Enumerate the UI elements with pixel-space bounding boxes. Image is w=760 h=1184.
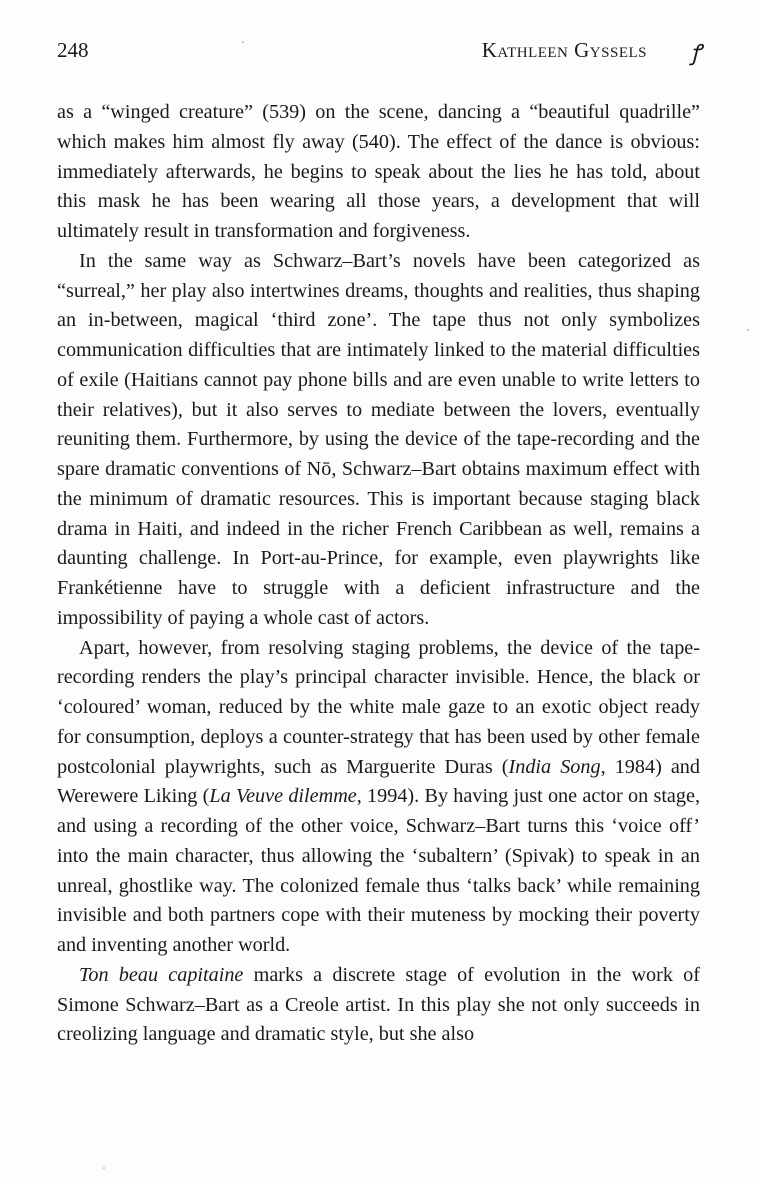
text-run: marks a discrete stage of evolution in the work of Simone Schwarz–Bart as a Creole artist. In this play she not only succeeds in creolizing language and dramatic style, but she also	[57, 963, 700, 1046]
scan-speck	[747, 329, 749, 331]
text-run: Apart, however, from resolving staging problems, the device of the tape-recording renders the play’s principal character invisible. Hence, the black or ‘coloured’ woman, reduced by the white male gaze to an exotic object ready for consumption, deploys a counter-strategy that has been used by other female postcolonial playwrights, such as Marguerite Duras (	[57, 636, 700, 778]
italic-title: Ton beau capitaine	[79, 963, 244, 986]
text-run: In the same way as Schwarz–Bart’s novels have been categorized as “surreal,” her play also intertwines dreams, thoughts and realities, thus shaping an in-between, magical ‘third zone’. The tape thus not only symbolizes communication difficulties that are intimately linked to the material difficulties of exile (Haitians cannot pay phone bills and are even unable to write letters to their relatives), but it also serves to mediate between the lovers, eventually reuniting them. Furthermore, by using the device of the tape-recording and the spare dramatic conventions of Nō, Schwarz–Bart obtains maximum effect with the minimum of dramatic resources. This is important because staging black drama in Haiti, and indeed in the richer French Caribbean as well, remains a daunting challenge. In Port-au-Prince, for example, even playwrights like Frankétienne have to struggle with a deficient infrastructure and the impossibility of paying a whole cast of actors.	[57, 249, 700, 629]
text-run: , 1984) and Werewere Liking (	[57, 755, 700, 808]
text-run: as a “winged creature” (539) on the scene, dancing a “beautiful quadrille” which makes him almost fly away (540). The effect of the dance is obvious: immediately afterwards, he begins to speak about the lies he has told, about this mask he has been wearing all those years, a development that will ultimately result in transformation and forgiveness.	[57, 101, 700, 242]
scan-speck	[242, 41, 244, 43]
italic-title: India Song	[508, 755, 601, 778]
scan-speck	[103, 1167, 105, 1169]
text-run: , 1994). By having just one actor on stage, and using a recording of the other voice, Schwarz–Bart turns this ‘voice off’ into the main character, thus allowing the ‘subaltern’ (Spivak) to speak in an unreal, ghostlike way. The colonized female thus ‘talks back’ while remaining invisible and both partners cope with their muteness by mocking their poverty and inventing another world.	[57, 785, 700, 956]
page-number: 248	[57, 38, 89, 62]
italic-title: La Veuve dilemme	[209, 785, 357, 808]
running-head: Kathleen Gyssels	[481, 38, 647, 62]
ornament-icon: ꝭ	[690, 40, 701, 65]
